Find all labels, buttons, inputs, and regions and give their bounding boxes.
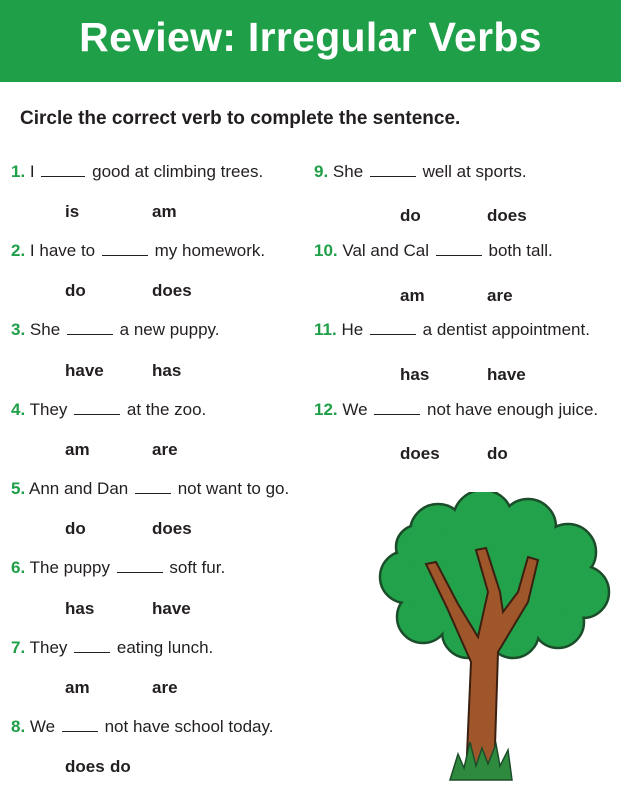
option-6b[interactable]: have [152, 599, 191, 618]
question-text-after: eating lunch. [116, 638, 214, 657]
option-10a[interactable]: am [400, 286, 425, 305]
question-5 [11, 479, 289, 499]
question-text-before: She [29, 320, 61, 339]
question-text-after: a dentist appointment. [422, 320, 590, 339]
answer-blank[interactable] [374, 413, 420, 415]
page-header [0, 0, 621, 82]
question-text-after: both tall. [488, 241, 553, 260]
answer-blank[interactable] [370, 333, 416, 335]
question-number: 1. [11, 162, 26, 181]
question-text-after: not want to go. [177, 479, 290, 498]
answer-blank[interactable] [41, 175, 85, 177]
answer-blank[interactable] [102, 254, 148, 256]
question-text-before: They [29, 400, 68, 419]
question-number: 9. [314, 162, 329, 181]
question-11 [314, 320, 590, 340]
question-number: 8. [11, 717, 26, 736]
question-2 [11, 241, 265, 261]
question-8 [11, 717, 273, 737]
question-text-before: She [332, 162, 364, 181]
question-text-before: Val and Cal [342, 241, 430, 260]
answer-blank[interactable] [436, 254, 482, 256]
question-number: 10. [314, 241, 338, 260]
option-3a[interactable]: have [65, 361, 104, 380]
question-number: 2. [11, 241, 26, 260]
option-12b[interactable]: do [487, 444, 508, 463]
question-4 [11, 400, 206, 420]
question-number: 7. [11, 638, 26, 657]
answer-blank[interactable] [117, 571, 163, 573]
option-8b[interactable]: do [110, 757, 131, 776]
question-text-after: at the zoo. [126, 400, 207, 419]
question-10 [314, 241, 553, 261]
option-11b[interactable]: have [487, 365, 526, 384]
question-text-before: They [29, 638, 68, 657]
question-number: 5. [11, 479, 26, 498]
question-text-before: Ann and Dan [28, 479, 129, 498]
option-6a[interactable]: has [65, 599, 95, 618]
option-12a[interactable]: does [400, 444, 440, 463]
question-number: 6. [11, 558, 26, 577]
question-text-before: The puppy [29, 558, 110, 577]
question-text-before: He [341, 320, 364, 339]
question-text-after: soft fur. [169, 558, 226, 577]
option-8a[interactable]: does [65, 757, 105, 776]
question-text-before: We [342, 400, 368, 419]
option-2a[interactable]: do [65, 281, 86, 300]
tree-illustration [378, 492, 618, 782]
answer-blank[interactable] [370, 175, 416, 177]
question-6 [11, 558, 225, 578]
option-1b[interactable]: am [152, 202, 177, 221]
question-text-before: We [29, 717, 56, 736]
question-3 [11, 320, 220, 340]
instructions: Circle the correct verb to complete the sentence. [20, 108, 461, 129]
question-text-before: I have to [29, 241, 96, 260]
answer-blank[interactable] [62, 730, 98, 732]
answer-blank[interactable] [67, 333, 113, 335]
answer-blank[interactable] [74, 651, 110, 653]
option-9a[interactable]: do [400, 206, 421, 225]
question-text-after: well at sports. [422, 162, 527, 181]
question-1 [11, 162, 263, 182]
option-2b[interactable]: does [152, 281, 192, 300]
question-text-after: not have school today. [104, 717, 274, 736]
page-title: Review: Irregular Verbs [79, 14, 542, 60]
answer-blank[interactable] [135, 492, 171, 494]
question-number: 4. [11, 400, 26, 419]
option-3b[interactable]: has [152, 361, 182, 380]
option-7a[interactable]: am [65, 678, 90, 697]
question-text-after: a new puppy. [119, 320, 220, 339]
question-number: 3. [11, 320, 26, 339]
question-text-before: I [29, 162, 35, 181]
option-5b[interactable]: does [152, 519, 192, 538]
question-12 [314, 400, 598, 420]
question-text-after: not have enough juice. [427, 400, 599, 419]
question-text-after: my homework. [154, 241, 266, 260]
option-5a[interactable]: do [65, 519, 86, 538]
question-number: 12. [314, 400, 338, 419]
answer-blank[interactable] [74, 413, 120, 415]
option-4b[interactable]: are [152, 440, 178, 459]
option-9b[interactable]: does [487, 206, 527, 225]
option-4a[interactable]: am [65, 440, 90, 459]
option-7b[interactable]: are [152, 678, 178, 697]
question-7 [11, 638, 213, 658]
question-9 [314, 162, 527, 182]
question-text-after: good at climbing trees. [92, 162, 264, 181]
option-11a[interactable]: has [400, 365, 430, 384]
option-1a[interactable]: is [65, 202, 80, 221]
option-10b[interactable]: are [487, 286, 513, 305]
question-number: 11. [314, 320, 337, 339]
